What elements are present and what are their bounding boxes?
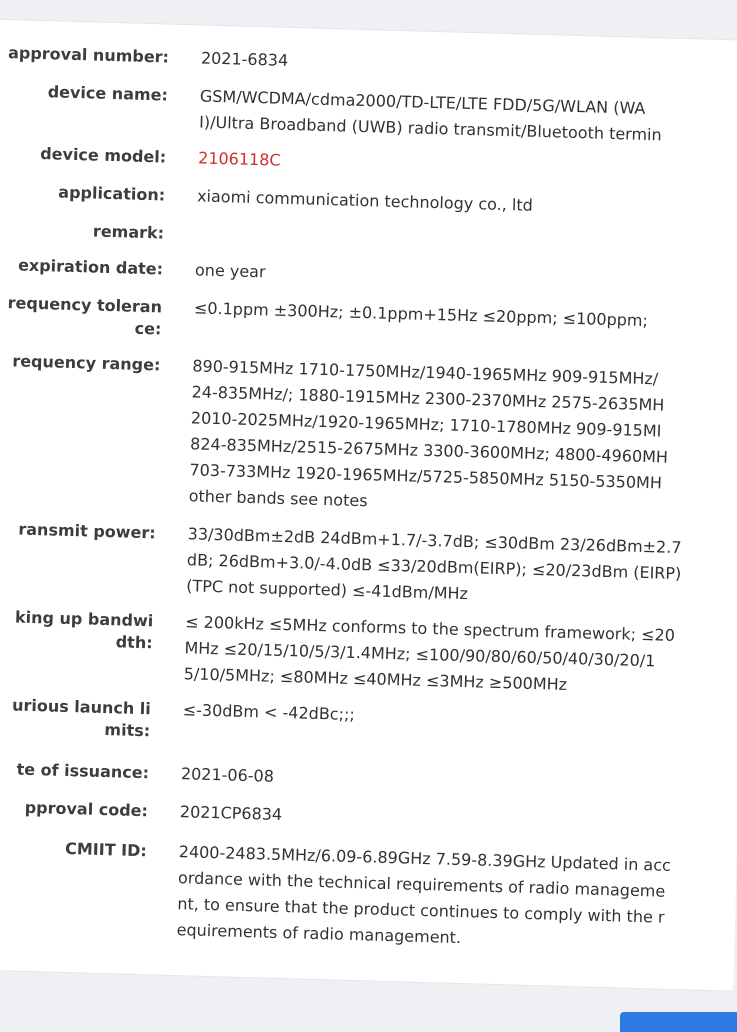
value-transmit-power: [186, 521, 737, 615]
value-remark: [196, 221, 737, 237]
value-line: other bands see notes: [188, 486, 368, 511]
value-cmiit-id: [176, 839, 737, 959]
label-device-name: device name:: [47, 82, 169, 105]
value-approval-number: 2021-6834: [200, 48, 289, 70]
value-application: xiaomi communication technology co., ltd: [196, 186, 534, 215]
label-line: ce:: [134, 318, 162, 339]
label-line: mits:: [104, 720, 151, 741]
value-frequency-range: [188, 353, 737, 525]
value-line: 24-835MHz/; 1880-1915MHz 2300-2370MHz 2575-2635MH: [191, 382, 665, 415]
value-line: ordance with the technical requirements of radio manageme: [177, 868, 666, 901]
value-device-model: 2106118C: [197, 148, 281, 170]
row-cmiit-id: [0, 835, 737, 948]
label-line: dth:: [115, 632, 153, 653]
value-date-of-issuance: 2021-06-08: [180, 764, 275, 786]
label-frequency-tolerance: [0, 291, 162, 341]
value-line: dB; 26dBm+3.0/-4.0dB ≤33/20dBm(EIRP); ≤20/23dBm (EIRP): [186, 550, 682, 584]
value-expiration-date: one year: [194, 260, 266, 282]
value-line: 824-835MHz/2515-2675MHz 3300-3600MHz; 4800-4960MH: [189, 434, 669, 467]
label-remark: remark:: [92, 221, 165, 243]
label-transmit-power: ransmit power:: [18, 519, 156, 543]
label-device-model: device model:: [39, 144, 167, 167]
value-device-name: [199, 83, 737, 151]
value-line: 5/10/5MHz; ≤80MHz ≤40MHz ≤3MHz ≥500MHz: [183, 664, 568, 694]
approval-detail-card: [0, 18, 737, 992]
value-line: 703-733MHz 1920-1965MHz/5725-5850MHz 5150-5350MH: [189, 460, 663, 493]
value-frequency-tolerance: ≤0.1ppm ±300Hz; ±0.1ppm+15Hz ≤20ppm; ≤100ppm;: [193, 298, 649, 331]
label-frequency-range: requency range:: [12, 351, 161, 375]
action-button[interactable]: [620, 1012, 737, 1032]
value-line: equirements of radio management.: [176, 920, 462, 948]
label-cmiit-id: CMIIT ID:: [64, 838, 148, 861]
label-expiration-date: expiration date:: [17, 255, 164, 279]
value-line: 2010-2025MHz/1920-1965MHz; 1710-1780MHz 909-915MI: [190, 408, 662, 441]
row-date-of-issuance: [0, 757, 737, 786]
value-line: I)/Ultra Broadband (UWB) radio transmit/Bluetooth termin: [198, 112, 662, 145]
label-taking-up-bandwidth: [0, 605, 154, 655]
value-approval-code: 2021CP6834: [179, 802, 283, 825]
label-line: king up bandwi: [14, 607, 154, 631]
label-approval-number: approval number:: [7, 43, 170, 67]
value-line: ≤ 200kHz ≤5MHz conforms to the spectrum framework; ≤20: [184, 612, 676, 645]
label-spurious-launch-limits: [0, 693, 151, 743]
value-line: 890-915MHz 1710-1750MHz/1940-1965MHz 909-915MHz/: [192, 356, 659, 389]
label-line: urious launch li: [11, 695, 152, 719]
value-line: nt, to ensure that the product continues to comply with the r: [177, 894, 665, 927]
row-approval-number: [0, 41, 737, 70]
row-expiration-date: [0, 253, 737, 282]
value-line: 2400-2483.5MHz/6.09-6.89GHz 7.59-8.39GHz Updated in acc: [178, 842, 672, 875]
value-line: 33/30dBm±2dB 24dBm+1.7/-3.7dB; ≤30dBm 23/26dBm±2.7: [187, 524, 682, 558]
label-application: application:: [58, 182, 166, 205]
value-line: (TPC not supported) ≤-41dBm/MHz: [185, 576, 469, 604]
row-frequency-range: [0, 349, 737, 511]
value-line: GSM/WCDMA/cdma2000/TD-LTE/LTE FDD/5G/WLAN (WA: [199, 86, 646, 118]
label-line: requency toleran: [7, 293, 163, 317]
label-approval-code: pproval code:: [24, 797, 149, 821]
label-date-of-issuance: te of issuance:: [16, 759, 150, 783]
value-line: MHz ≤20/15/10/5/3/1.4MHz; ≤100/90/80/60/50/40/30/20/1: [184, 638, 656, 671]
value-spurious-launch-limits: ≤-30dBm < -42dBc;;;: [182, 700, 356, 725]
value-taking-up-bandwidth: [183, 609, 737, 703]
